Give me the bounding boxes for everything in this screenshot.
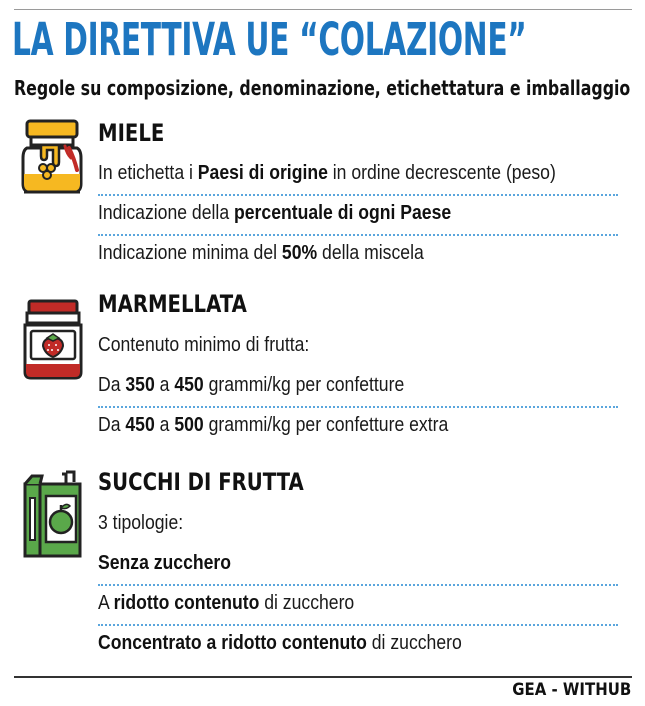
section-heading-succhi: SUCCHI DI FRUTTA <box>98 468 304 496</box>
emphasis-text: 500 <box>174 414 204 436</box>
body-text: Indicazione della <box>98 202 235 224</box>
emphasis-text: 450 <box>174 374 204 396</box>
body-text: di zucchero <box>366 632 462 654</box>
body-text: 3 tipologie: <box>98 512 184 534</box>
body-text: a <box>154 374 175 396</box>
section-line <box>98 585 618 626</box>
section-heading-marmellata: MARMELLATA <box>98 290 247 318</box>
section-line <box>98 505 618 544</box>
body-text: Contenuto minimo di frutta: <box>98 334 310 356</box>
body-text: grammi/kg per confetture <box>203 374 405 396</box>
page-subtitle: Regole su composizione, denominazione, etichettatura e imballaggio <box>14 76 631 100</box>
body-text: Da <box>98 374 126 396</box>
section-line <box>98 545 618 586</box>
body-text: Da <box>98 414 126 436</box>
body-text: a <box>154 414 175 436</box>
body-text: Indicazione minima del <box>98 242 282 264</box>
body-text: grammi/kg per confetture extra <box>203 414 449 436</box>
section-line <box>98 367 618 408</box>
section-line <box>98 195 618 236</box>
section-line <box>98 327 618 366</box>
emphasis-text: 350 <box>125 374 155 396</box>
body-text: A <box>98 592 114 614</box>
body-text: In etichetta i <box>98 162 198 184</box>
juice-box-icon <box>22 468 84 560</box>
bottom-rule <box>14 676 632 678</box>
emphasis-text: 450 <box>125 414 155 436</box>
body-text: in ordine decrescente (peso) <box>327 162 556 184</box>
section-line <box>98 155 618 196</box>
emphasis-text: 50% <box>281 242 318 264</box>
emphasis-text: Concentrato a ridotto contenuto <box>98 632 367 654</box>
section-line <box>98 235 618 274</box>
section-line <box>98 407 618 446</box>
body-text: della miscela <box>317 242 424 264</box>
emphasis-text: Paesi di origine <box>197 162 328 184</box>
section-line <box>98 625 618 664</box>
emphasis-text: ridotto contenuto <box>113 592 260 614</box>
page-title: LA DIRETTIVA UE “COLAZIONE” <box>12 13 527 66</box>
body-text: di zucchero <box>259 592 355 614</box>
source-credit: GEA - WITHUB <box>511 680 631 700</box>
honey-jar-icon <box>19 118 85 196</box>
section-heading-miele: MIELE <box>98 119 165 147</box>
jam-jar-icon <box>21 298 85 382</box>
emphasis-text: Senza zucchero <box>98 552 232 574</box>
emphasis-text: percentuale di ogni Paese <box>234 202 452 224</box>
